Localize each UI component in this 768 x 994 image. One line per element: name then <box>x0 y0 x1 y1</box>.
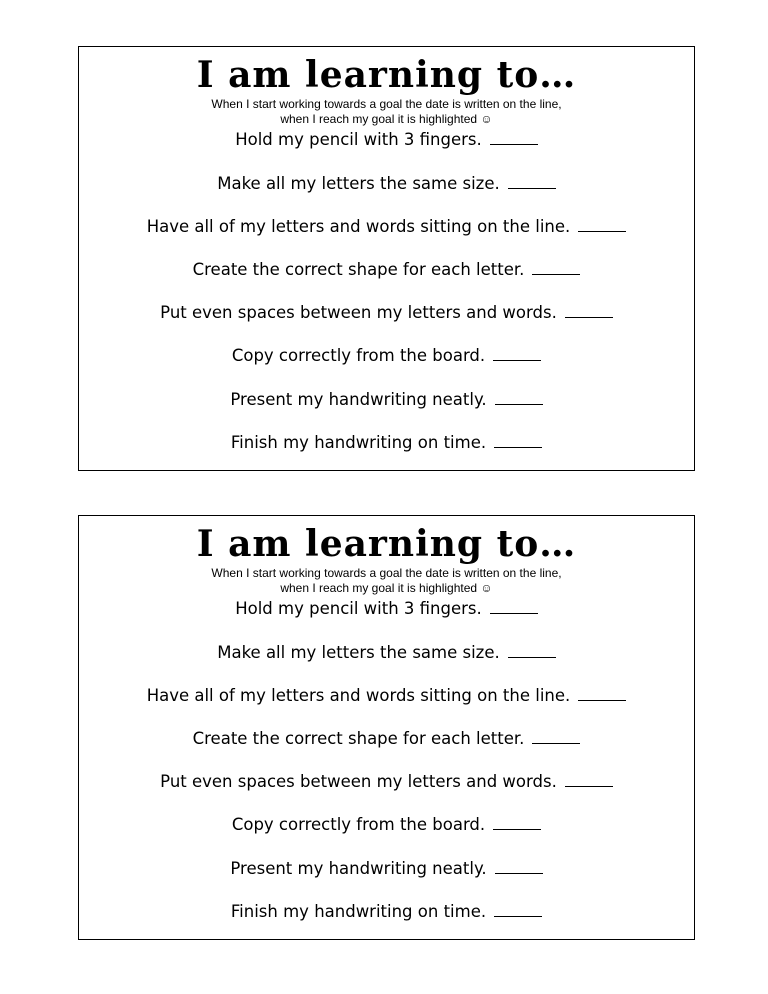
goal-card <box>78 46 695 471</box>
goal-item <box>79 173 694 195</box>
goal-text: Finish my handwriting on time. <box>230 902 487 921</box>
date-line <box>494 902 542 917</box>
goal-text: Have all of my letters and words sitting on the line. <box>146 686 571 705</box>
goal-text: Hold my pencil with 3 fingers. <box>235 599 482 618</box>
date-line <box>578 686 626 701</box>
instructions-line: When I start working towards a goal the date is written on the line, <box>211 97 562 111</box>
goal-text: Finish my handwriting on time. <box>230 433 487 452</box>
goal-item <box>79 901 694 923</box>
goal-text: Make all my letters the same size. <box>217 174 500 193</box>
date-line <box>565 772 613 787</box>
goal-item <box>79 685 694 707</box>
goal-text: Copy correctly from the board. <box>231 815 486 834</box>
date-line <box>490 130 538 145</box>
card-instructions <box>79 566 694 596</box>
date-line <box>495 859 543 874</box>
goal-item <box>79 129 694 151</box>
date-line <box>490 599 538 614</box>
goal-item <box>79 345 694 367</box>
goal-item <box>79 728 694 750</box>
goal-item <box>79 814 694 836</box>
date-line <box>495 390 543 405</box>
card-instructions <box>79 97 694 127</box>
goal-item <box>79 259 694 281</box>
goal-item <box>79 598 694 620</box>
goal-text: Create the correct shape for each letter. <box>192 260 525 279</box>
goal-text: Put even spaces between my letters and words. <box>160 303 557 322</box>
instructions-line: when I reach my goal it is highlighted ☺ <box>280 581 493 595</box>
date-line <box>508 174 556 189</box>
card-title: I am learning to… <box>196 523 577 565</box>
date-line <box>494 433 542 448</box>
goal-text: Present my handwriting neatly. <box>230 390 487 409</box>
goal-item <box>79 642 694 664</box>
date-line <box>532 729 580 744</box>
goal-item <box>79 858 694 880</box>
date-line <box>493 815 541 830</box>
date-line <box>565 303 613 318</box>
goal-text: Copy correctly from the board. <box>231 346 486 365</box>
date-line <box>508 643 556 658</box>
goal-text: Create the correct shape for each letter. <box>192 729 525 748</box>
card-title: I am learning to… <box>196 54 577 96</box>
goal-text: Put even spaces between my letters and words. <box>160 772 557 791</box>
goal-item <box>79 771 694 793</box>
goal-item <box>79 216 694 238</box>
date-line <box>493 346 541 361</box>
goal-text: Hold my pencil with 3 fingers. <box>235 130 482 149</box>
instructions-line: when I reach my goal it is highlighted ☺ <box>280 112 493 126</box>
goal-text: Make all my letters the same size. <box>217 643 500 662</box>
goal-text: Have all of my letters and words sitting on the line. <box>146 217 571 236</box>
goal-item <box>79 389 694 411</box>
goal-item <box>79 302 694 324</box>
goal-text: Present my handwriting neatly. <box>230 859 487 878</box>
date-line <box>532 260 580 275</box>
instructions-line: When I start working towards a goal the date is written on the line, <box>211 566 562 580</box>
date-line <box>578 217 626 232</box>
goal-card <box>78 515 695 940</box>
goal-item <box>79 432 694 454</box>
